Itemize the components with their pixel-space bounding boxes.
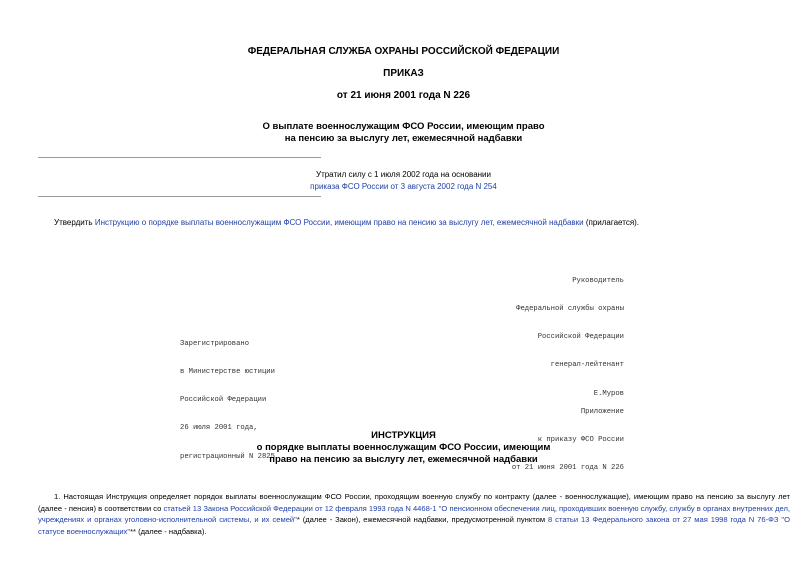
- document-type: ПРИКАЗ: [383, 68, 424, 79]
- instruction-link[interactable]: Инструкцию о порядке выплаты военнослужащим ФСО России, имеющим право на пенсию за выслугу лет, ежемесячной надбавки: [94, 218, 584, 227]
- registration-block: Зарегистрировано в Министерстве юстиции Российской Федерации 26 июля 2001 года, регистрационный N 2825: [180, 339, 275, 461]
- appendix-block: Приложение к приказу ФСО России от 21 июня 2001 года N 226: [511, 407, 624, 473]
- document-title-line-1: О выплате военнослужащим ФСО России, имеющим право: [262, 121, 545, 132]
- status-note-text: Утратил силу с 1 июля 2002 года на основании: [315, 170, 491, 179]
- divider-bottom: [38, 196, 321, 197]
- status-note-line-2: [0, 181, 807, 193]
- divider-top: [38, 157, 321, 158]
- document-date-number: от 21 июня 2001 года N 226: [336, 90, 471, 101]
- military-status-law-link[interactable]: 8 статьи 13 Федерального закона от 27 мая 1998 года N 76-ФЗ "О статусе военнослужащих": [38, 515, 790, 536]
- agency-name: ФЕДЕРАЛЬНАЯ СЛУЖБА ОХРАНЫ РОССИЙСКОЙ ФЕДЕРАЦИИ: [247, 46, 560, 57]
- pension-law-link[interactable]: статьей 13 Закона Российской Федерации от 12 февраля 1993 года N 4468-1 "О пенсионном обеспечении лиц, проходивших военную службу, службу в органах внутренних дел, учреждениях и органах уголовно-исполнительной системы, и их семей": [38, 503, 791, 524]
- instruction-title: ИНСТРУКЦИЯ: [371, 430, 436, 441]
- paragraph-1: 1. Настоящая Инструкция определяет порядок выплаты военнослужащим ФСО России, проходящим военную службу по контракту (далее - военнослужащие), имеющим право на пенсию за выслугу лет (далее - пенсия) в соответствии со статьей 13 Закона Российской Федерации от 12 февраля 1993 года N 4468-1 "О пенсионном обеспечении лиц, проходивших военную службу, службу в органах внутренних дел, учреждениях и органах уголовно-исполнительной системы, и их семей"* (далее - Закон), ежемесячной надбавки, предусмотренной пунктом 8 статьи 13 Федерального закона от 27 мая 1998 года N 76-ФЗ "О статусе военнослужащих"** (далее - надбавка).: [38, 492, 791, 536]
- order-text: Утвердить Инструкцию о порядке выплаты военнослужащим ФСО России, имеющим право на пенсию за выслугу лет, ежемесячной надбавки (прилагается).: [54, 218, 640, 227]
- instruction-subtitle-line-1: о порядке выплаты военнослужащим ФСО России, имеющим: [256, 442, 551, 453]
- repeal-order-link[interactable]: приказа ФСО России от 3 августа 2002 года N 254: [310, 182, 497, 191]
- document-title-line-2: на пенсию за выслугу лет, ежемесячной надбавки: [284, 133, 523, 144]
- instruction-subtitle-line-2: право на пенсию за выслугу лет, ежемесячной надбавки: [269, 454, 538, 465]
- signature-block: Руководитель Федеральной службы охраны Российской Федерации генерал-лейтенант Е.Муров: [516, 276, 624, 398]
